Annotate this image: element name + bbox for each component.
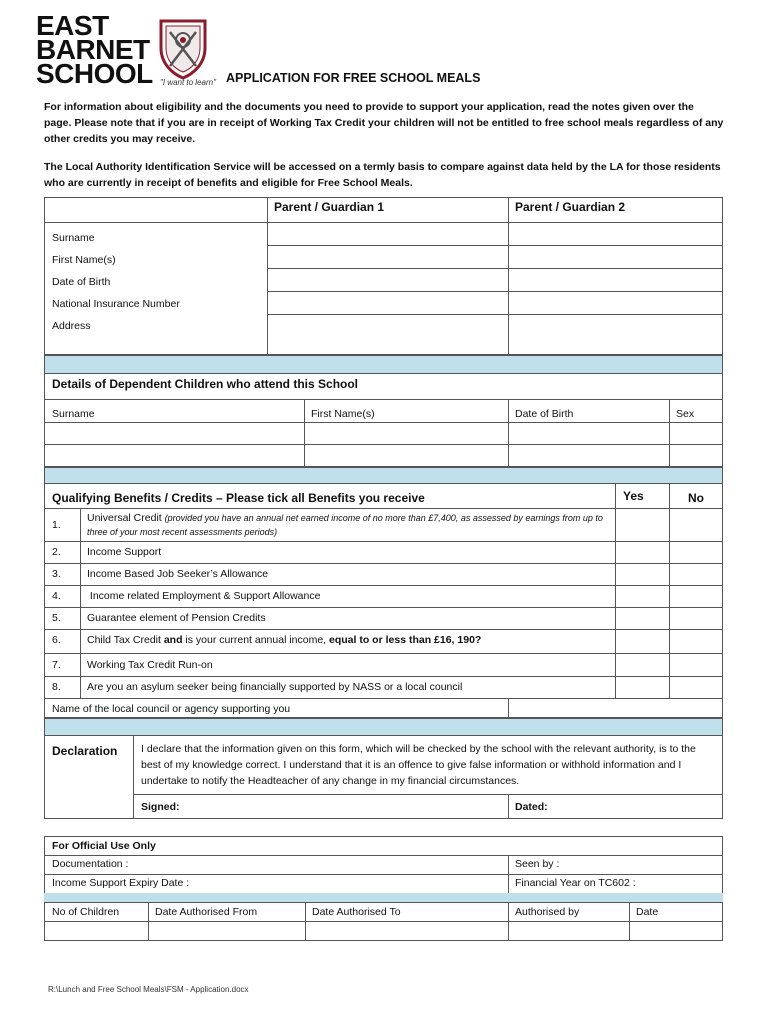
official-col-date: Date xyxy=(636,906,659,918)
benefit-6-no-checkbox[interactable] xyxy=(670,630,722,652)
logo-tagline: "I want to learn" xyxy=(160,78,216,87)
school-crest-icon xyxy=(158,18,208,80)
signed-label: Signed: xyxy=(141,801,180,813)
row-label-surname: Surname xyxy=(52,232,95,244)
benefit-child-tax-credit xyxy=(87,634,481,646)
children-section-heading: Details of Dependent Children who attend this School xyxy=(52,377,359,391)
logo-line-barnet: BARNET xyxy=(36,34,150,65)
parent1-surname-field[interactable] xyxy=(268,223,507,244)
logo-line-school: SCHOOL xyxy=(36,58,153,89)
date-field[interactable] xyxy=(556,795,722,818)
parent2-surname-field[interactable] xyxy=(509,223,722,244)
benefit-3-no-checkbox[interactable] xyxy=(670,564,722,584)
children-col-sex: Sex xyxy=(676,408,695,420)
benefit-number-1: 1. xyxy=(52,519,61,531)
official-col-authorised-by: Authorised by xyxy=(515,906,580,918)
benefit-number-4: 4. xyxy=(52,590,61,602)
children-col-first-names: First Name(s) xyxy=(311,408,375,420)
declaration-text: I declare that the information given on this form, which will be checked by the school with the relevant authority, is to the best of my knowledge correct. I understand that it is an offence to give false information or withhold information and I undertake to notify the Headteacher of any change in my financial circumstances. xyxy=(141,743,696,787)
benefit-7-no-checkbox[interactable] xyxy=(670,654,722,675)
benefit-1-no-checkbox[interactable] xyxy=(670,509,722,540)
benefit-1-yes-checkbox[interactable] xyxy=(616,509,668,540)
official-col-authorised-from: Date Authorised From xyxy=(155,906,258,918)
documentation-label: Documentation : xyxy=(52,858,129,870)
row-label-national-insurance: National Insurance Number xyxy=(52,298,180,310)
children-col-dob: Date of Birth xyxy=(515,408,574,420)
benefit-number-2: 2. xyxy=(52,546,61,558)
row-label-date-of-birth: Date of Birth xyxy=(52,276,111,288)
benefit-8-no-checkbox[interactable] xyxy=(670,677,722,697)
parent2-dob-field[interactable] xyxy=(509,269,722,290)
parent-guardian-1-header: Parent / Guardian 1 xyxy=(274,200,385,214)
row-label-first-names: First Name(s) xyxy=(52,254,116,266)
council-agency-field[interactable] xyxy=(509,699,722,717)
child2-surname-field[interactable] xyxy=(45,445,303,466)
child1-first-names-field[interactable] xyxy=(305,423,507,443)
parent1-dob-field[interactable] xyxy=(268,269,507,290)
benefit-text-6b: and xyxy=(163,634,183,646)
benefit-6-yes-checkbox[interactable] xyxy=(616,630,668,652)
official-col-no-of-children: No of Children xyxy=(52,906,120,918)
section-divider-band xyxy=(44,893,723,902)
school-logo-text xyxy=(36,10,153,89)
parent1-ni-field[interactable] xyxy=(268,292,507,313)
parent2-address-field[interactable] xyxy=(509,315,722,354)
intro-paragraph-1: For information about eligibility and the documents you need to provide to support your application, read the notes given over the page. Please note that if you are in receipt of Working Tax Credit your children will not be entitled to free school meals regardless of any other credits you may receive. xyxy=(44,101,724,145)
benefit-5-no-checkbox[interactable] xyxy=(670,608,722,628)
declaration-label: Declaration xyxy=(52,744,118,758)
child1-dob-field[interactable] xyxy=(509,423,668,443)
official-col-authorised-to: Date Authorised To xyxy=(312,906,401,918)
dated-label: Dated: xyxy=(515,801,548,813)
benefit-text-2: Income Support xyxy=(87,546,162,558)
benefit-text-6c: is your current annual income, xyxy=(182,634,330,646)
benefit-text-7: Working Tax Credit Run-on xyxy=(87,659,213,671)
council-agency-label: Name of the local council or agency supporting you xyxy=(52,703,291,715)
child1-surname-field[interactable] xyxy=(45,423,303,443)
parent-guardian-2-header: Parent / Guardian 2 xyxy=(515,200,626,214)
intro-paragraph-2: The Local Authority Identification Service will be accessed on a termly basis to compare against data held by the LA for those residents who are currently in receipt of benefits and eligible for Free School Meals. xyxy=(44,161,721,189)
seen-by-label: Seen by : xyxy=(515,858,560,870)
benefit-text-3: Income Based Job Seeker’s Allowance xyxy=(87,568,269,580)
benefit-text-1: Universal Credit xyxy=(87,512,165,524)
signature-field[interactable] xyxy=(184,795,507,818)
official-use-heading: For Official Use Only xyxy=(52,840,156,852)
benefit-2-no-checkbox[interactable] xyxy=(670,542,722,562)
child2-first-names-field[interactable] xyxy=(305,445,507,466)
financial-year-label: Financial Year on TC602 : xyxy=(515,877,636,889)
benefit-4-no-checkbox[interactable] xyxy=(670,586,722,606)
row-label-address: Address xyxy=(52,320,91,332)
page-title: APPLICATION FOR FREE SCHOOL MEALS xyxy=(226,71,481,85)
benefit-number-7: 7. xyxy=(52,659,61,671)
benefit-text-5: Guarantee element of Pension Credits xyxy=(87,612,266,624)
parent1-address-field[interactable] xyxy=(268,315,507,354)
benefit-2-yes-checkbox[interactable] xyxy=(616,542,668,562)
logo-line-east: EAST xyxy=(36,10,109,41)
benefit-4-yes-checkbox[interactable] xyxy=(616,586,668,606)
benefit-text-6a: Child Tax Credit xyxy=(87,634,164,646)
benefit-note-1: (provided you have an annual net earned income of no more than £7,400, as assessed by earnings from up to three of your most recent assessments periods) xyxy=(87,513,603,537)
parent2-first-names-field[interactable] xyxy=(509,246,722,267)
benefits-no-header: No xyxy=(688,491,704,505)
benefit-universal-credit xyxy=(87,511,611,539)
footer-file-path: R:\Lunch and Free School Meals\FSM - Application.docx xyxy=(48,985,249,994)
income-support-expiry-label: Income Support Expiry Date : xyxy=(52,877,190,889)
parent1-first-names-field[interactable] xyxy=(268,246,507,267)
benefit-number-6: 6. xyxy=(52,634,61,646)
parent2-ni-field[interactable] xyxy=(509,292,722,313)
benefit-text-8: Are you an asylum seeker being financially supported by NASS or a local council xyxy=(87,681,463,693)
benefit-7-yes-checkbox[interactable] xyxy=(616,654,668,675)
child2-sex-field[interactable] xyxy=(670,445,722,466)
benefit-8-yes-checkbox[interactable] xyxy=(616,677,668,697)
benefits-heading: Qualifying Benefits / Credits – Please tick all Benefits you receive xyxy=(52,491,425,505)
child2-dob-field[interactable] xyxy=(509,445,668,466)
benefit-5-yes-checkbox[interactable] xyxy=(616,608,668,628)
benefit-text-6d: equal to or less than £16, 190? xyxy=(329,634,482,646)
benefits-yes-header: Yes xyxy=(623,489,644,503)
child1-sex-field[interactable] xyxy=(670,423,722,443)
benefit-number-5: 5. xyxy=(52,612,61,624)
benefit-3-yes-checkbox[interactable] xyxy=(616,564,668,584)
benefit-number-8: 8. xyxy=(52,681,61,693)
children-col-surname: Surname xyxy=(52,408,95,420)
benefit-text-4: Income related Employment & Support Allowance xyxy=(87,590,321,602)
benefit-number-3: 3. xyxy=(52,568,61,580)
